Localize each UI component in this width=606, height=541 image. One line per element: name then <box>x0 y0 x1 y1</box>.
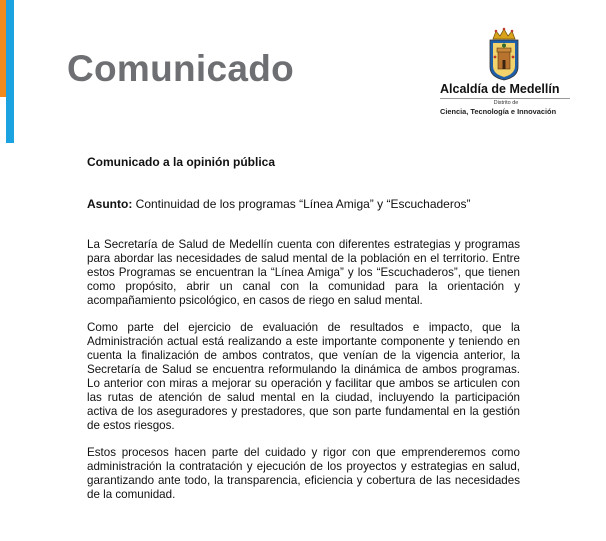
medellin-coat-of-arms-icon <box>487 27 521 81</box>
page-title: Comunicado <box>67 48 295 89</box>
paragraph: Como parte del ejercicio de evaluación de resultados e impacto, que la Administración actual está realizando a este importante componente y teniendo en cuenta la finalización de ambos contratos, que venían de la vigencia anterior, la Secretaría de Salud se encuentra reformulando la dinámica de ambos programas. Lo anterior con miras a mejorar su operación y facilitar que ambos se articulen con las rutas de atención de salud mental en la ciudad, incluyendo la participación activa de los aseguradores y prestadores, que son parte fundamental en la gestión de estos riesgos. <box>87 321 520 432</box>
organization-name: Alcaldía de Medellín <box>440 82 560 96</box>
logo-divider <box>440 98 570 99</box>
paragraph: Estos procesos hacen parte del cuidado y rigor con que emprenderemos como administración la contratación y ejecución de los proyectos y estrategias en salud, garantizando ante todo, la transparencia, eficiencia y cobertura de las necesidades de la comunidad. <box>87 446 520 501</box>
accent-stripe-blue <box>6 0 14 143</box>
district-name: Ciencia, Tecnología e Innovación <box>440 107 557 116</box>
subject-line <box>87 197 471 211</box>
subject-label: Asunto: <box>87 197 133 211</box>
subject-text: Continuidad de los programas “Línea Amiga” y “Escuchaderos” <box>132 197 471 211</box>
document-heading: Comunicado a la opinión pública <box>87 155 276 169</box>
paragraph: La Secretaría de Salud de Medellín cuenta con diferentes estrategias y programas para abordar las necesidades de salud mental de la población en el territorio. Entre estos Programas se encuentran la “Línea Amiga” y los “Escuchaderos”, que tienen como propósito, abrir un canal con la comunidad para la orientación y acompañamiento psicológico, en casos de riego en salud mental. <box>87 238 520 307</box>
alcaldia-logo <box>440 27 576 122</box>
district-label: Distrito de <box>493 100 519 106</box>
